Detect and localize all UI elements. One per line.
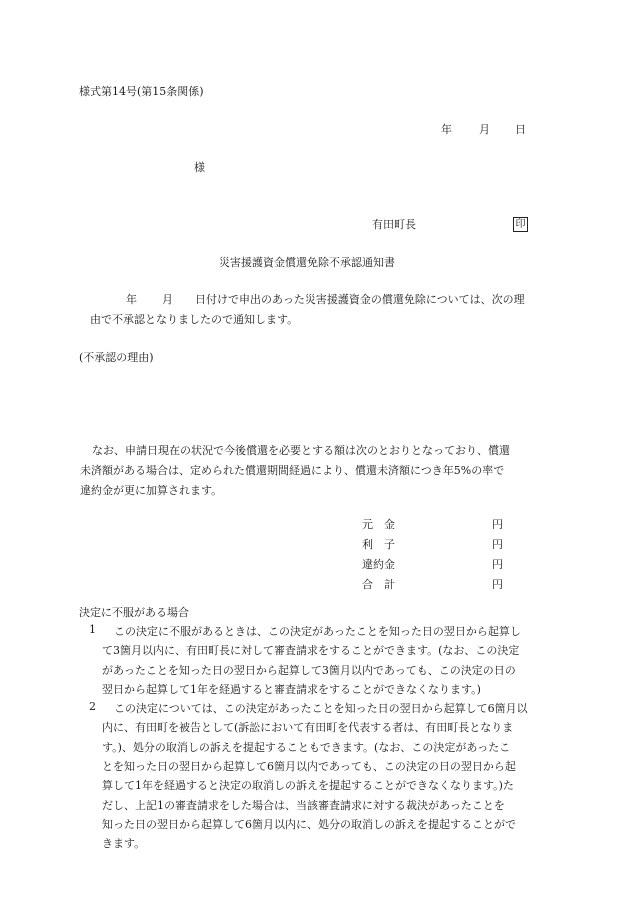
objection-item-1: [79, 622, 559, 699]
item-line: 知った日の翌日から起算して6箇月以内に、処分の取消しの訴えを提起することがで: [102, 817, 516, 831]
notice-line: 未済額がある場合は、定められた償還期間経過により、償還未済額につき年5%の率で: [80, 464, 505, 477]
amount-row-penalty: [362, 555, 512, 575]
item-line: きます。: [102, 837, 146, 851]
date-year: 年: [441, 123, 452, 136]
reason-heading: (不承認の理由): [79, 351, 154, 364]
amount-label: 合 計: [362, 578, 395, 591]
amount-row-total: [362, 575, 512, 595]
amount-unit: 円: [492, 578, 503, 591]
item-line: とを知った日の翌日から起算して6箇月以内であっても、この決定の日の翌日から起: [102, 760, 516, 774]
item-number: 1: [89, 623, 96, 636]
item-line: す。)、処分の取消しの訴えを提起することもできます。(なお、この決定があったこ: [102, 740, 511, 754]
intro-month: 月: [162, 293, 173, 306]
date-month: 月: [479, 123, 490, 136]
form-number: 様式第14号(第15条関係): [79, 85, 204, 98]
item-line: て3箇月以内に、有田町長に対して審査請求をすることができます。(なお、この決定: [102, 644, 520, 658]
document-title: 災害援護資金償還免除不承認通知書: [219, 256, 395, 269]
item-number: 2: [89, 700, 96, 714]
amount-row-principal: [362, 515, 512, 535]
amount-unit: 円: [492, 518, 503, 531]
item-line: 算して1年を経過すると決定の取消しの訴えを提起することができなくなります。)た: [102, 779, 514, 793]
item-line: 内に、有田町を被告として(訴訟において有田町を代表する者は、有田町長となりま: [102, 721, 514, 735]
issuer-name: 有田町長: [372, 218, 416, 231]
objection-section: [79, 604, 559, 854]
item-line: 翌日から起算して1年を経過すると審査請求をすることができなくなります。): [102, 682, 481, 696]
date-day: 日: [515, 123, 526, 136]
addressee-suffix: 様: [194, 161, 205, 174]
item-line: この決定に不服があるときは、この決定があったことを知った日の翌日から起算し: [114, 625, 521, 638]
objection-heading: 決定に不服がある場合: [79, 606, 189, 619]
seal-text: 印: [513, 217, 528, 232]
item-line: だし、上記1の審査請求をした場合は、当該審査請求に対する裁決があったことを: [102, 798, 505, 812]
notice-line: なお、申請日現在の状況で今後償還を必要とする額は次のとおりとなっており、償還: [92, 444, 510, 457]
notice-line: 違約金が更に加算されます。: [80, 484, 223, 497]
seal-mark: [513, 216, 528, 232]
amount-row-interest: [362, 535, 512, 555]
intro-year: 年: [126, 293, 137, 306]
amount-unit: 円: [492, 558, 503, 571]
objection-item-2: [79, 699, 559, 853]
notice-paragraph: [79, 441, 559, 501]
amount-label: 違約金: [362, 558, 395, 571]
intro-line2: 由で不承認となりましたので通知します。: [90, 313, 299, 326]
item-line: があったことを知った日の翌日から起算して3箇月以内であっても、この決定の日の: [102, 663, 516, 677]
amount-unit: 円: [492, 538, 503, 551]
amount-label: 元 金: [362, 518, 395, 531]
amount-label: 利 子: [362, 538, 395, 551]
intro-line1: 日付けで申出のあった災害援護資金の償還免除については、次の理: [195, 293, 525, 306]
item-line: この決定については、この決定があったことを知った日の翌日から起算して6箇月以: [114, 702, 528, 716]
